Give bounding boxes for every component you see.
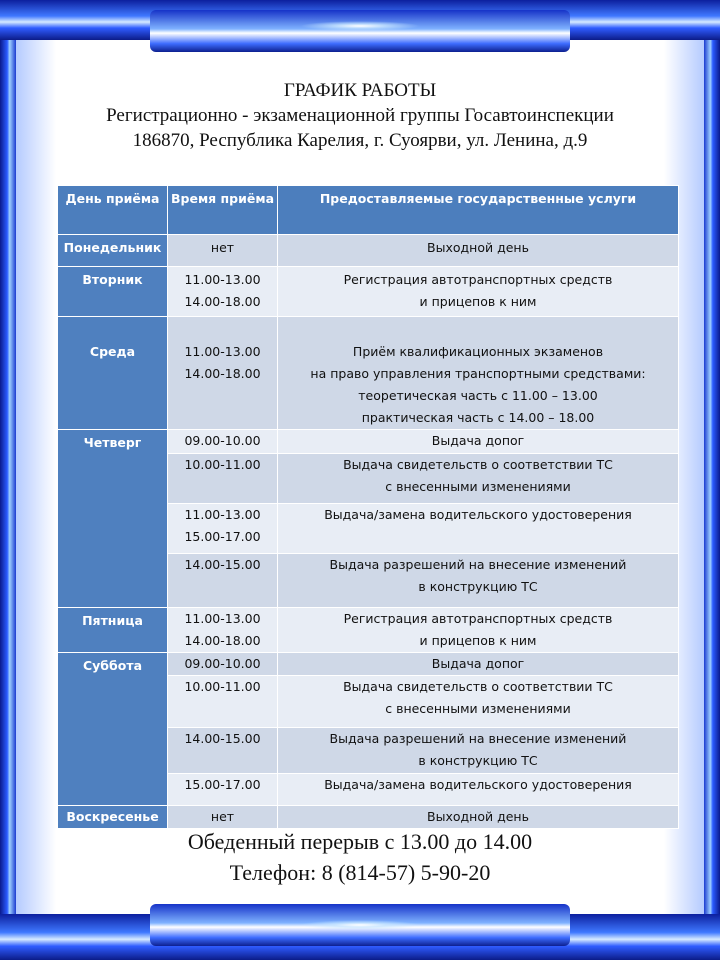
service-line: практическая часть с 14.00 – 18.00: [361, 410, 595, 425]
address: 186870, Республика Карелия, г. Суоярви, ул. Ленина, д.9: [132, 130, 588, 151]
service-line: Выдача разрешений на внесение изменений: [329, 557, 627, 572]
time-cell: [168, 235, 278, 267]
service-line: в конструкцию ТС: [418, 579, 538, 594]
table-header-row: [58, 186, 679, 235]
phone-number: Телефон: 8 (814-57) 5-90-20: [229, 860, 491, 885]
time-line: 15.00-17.00: [184, 529, 261, 544]
service-cell: [278, 235, 679, 267]
time-cell: [168, 774, 278, 806]
frame-bottom-flare: [300, 920, 420, 930]
service-cell: [278, 454, 679, 504]
service-line: Выдача/замена водительского удостоверения: [324, 507, 632, 522]
service-cell: [278, 676, 679, 728]
service-cell: [278, 430, 679, 454]
table-row: [58, 430, 679, 454]
service-line: в конструкцию ТС: [418, 753, 538, 768]
service-line: Выходной день: [427, 809, 529, 824]
time-line: 10.00-11.00: [184, 457, 261, 472]
service-line: Приём квалификационных экзаменов: [352, 344, 604, 359]
service-line: и прицепов к ним: [419, 633, 537, 648]
table-row: [58, 317, 679, 430]
time-line: 11.00-13.00: [184, 272, 261, 287]
time-line: 11.00-13.00: [184, 507, 261, 522]
service-line: с внесенными изменениями: [385, 701, 571, 716]
header-day: День приёма: [58, 186, 168, 235]
time-cell: [168, 454, 278, 504]
time-cell: [168, 267, 278, 317]
organization-name: Регистрационно - экзаменационной группы Госавтоинспекции: [106, 105, 614, 126]
time-line: 14.00-18.00: [184, 633, 261, 648]
day-cell: Четверг: [58, 430, 168, 608]
service-cell: [278, 774, 679, 806]
time-cell: [168, 728, 278, 774]
time-line: 14.00-15.00: [184, 557, 261, 572]
day-cell: Суббота: [58, 653, 168, 806]
table-row: [58, 608, 679, 653]
time-line: 09.00-10.00: [184, 656, 261, 671]
service-line: Выдача/замена водительского удостоверения: [324, 777, 632, 792]
service-cell: [278, 317, 679, 430]
time-cell: [168, 608, 278, 653]
service-line: Выдача разрешений на внесение изменений: [329, 731, 627, 746]
service-cell: [278, 554, 679, 608]
service-line: на право управления транспортными средствами:: [310, 366, 646, 381]
frame-top-cap: [150, 10, 570, 52]
day-cell: Воскресенье: [58, 806, 168, 829]
table-row: [58, 235, 679, 267]
time-cell: [168, 554, 278, 608]
time-cell: [168, 653, 278, 676]
day-cell: Среда: [58, 317, 168, 430]
time-line: 11.00-13.00: [184, 344, 261, 359]
frame-top-flare: [300, 21, 420, 31]
time-cell: [168, 504, 278, 554]
service-line: Регистрация автотранспортных средств: [343, 611, 613, 626]
service-cell: [278, 728, 679, 774]
schedule-footer: [40, 826, 680, 888]
service-cell: [278, 504, 679, 554]
schedule-table: [57, 185, 679, 829]
day-cell: Пятница: [58, 608, 168, 653]
day-cell: Вторник: [58, 267, 168, 317]
service-line: с внесенными изменениями: [385, 479, 571, 494]
service-line: Выдача свидетельств о соответствии ТС: [343, 679, 613, 694]
schedule-header: [40, 78, 680, 153]
service-line: Регистрация автотранспортных средств: [343, 272, 613, 287]
header-services: Предоставляемые государственные услуги: [278, 186, 679, 235]
service-line: Выдача допог: [431, 433, 525, 448]
frame-right-border: [704, 0, 720, 960]
frame-left-border: [0, 0, 16, 960]
service-line: теоретическая часть с 11.00 – 13.00: [358, 388, 598, 403]
time-cell: [168, 430, 278, 454]
time-cell: [168, 317, 278, 430]
schedule-body: [58, 235, 679, 829]
day-cell: Понедельник: [58, 235, 168, 267]
time-line: 14.00-15.00: [184, 731, 261, 746]
service-cell: [278, 608, 679, 653]
time-line: нет: [210, 240, 235, 255]
service-line: Выходной день: [427, 240, 529, 255]
frame-glow-left: [16, 40, 56, 920]
table-row: [58, 653, 679, 676]
page-title: ГРАФИК РАБОТЫ: [283, 80, 437, 101]
service-line: Выдача свидетельств о соответствии ТС: [343, 457, 613, 472]
service-line: Выдача допог: [431, 656, 525, 671]
time-line: 14.00-18.00: [184, 294, 261, 309]
header-time: Время приёма: [168, 186, 278, 235]
time-line: 11.00-13.00: [184, 611, 261, 626]
service-cell: [278, 653, 679, 676]
table-row: [58, 267, 679, 317]
service-line: и прицепов к ним: [419, 294, 537, 309]
time-line: нет: [210, 809, 235, 824]
time-line: 09.00-10.00: [184, 433, 261, 448]
lunch-break: Обеденный перерыв с 13.00 до 14.00: [187, 829, 533, 854]
time-line: 10.00-11.00: [184, 679, 261, 694]
time-line: 14.00-18.00: [184, 366, 261, 381]
time-cell: [168, 676, 278, 728]
time-line: 15.00-17.00: [184, 777, 261, 792]
service-cell: [278, 267, 679, 317]
